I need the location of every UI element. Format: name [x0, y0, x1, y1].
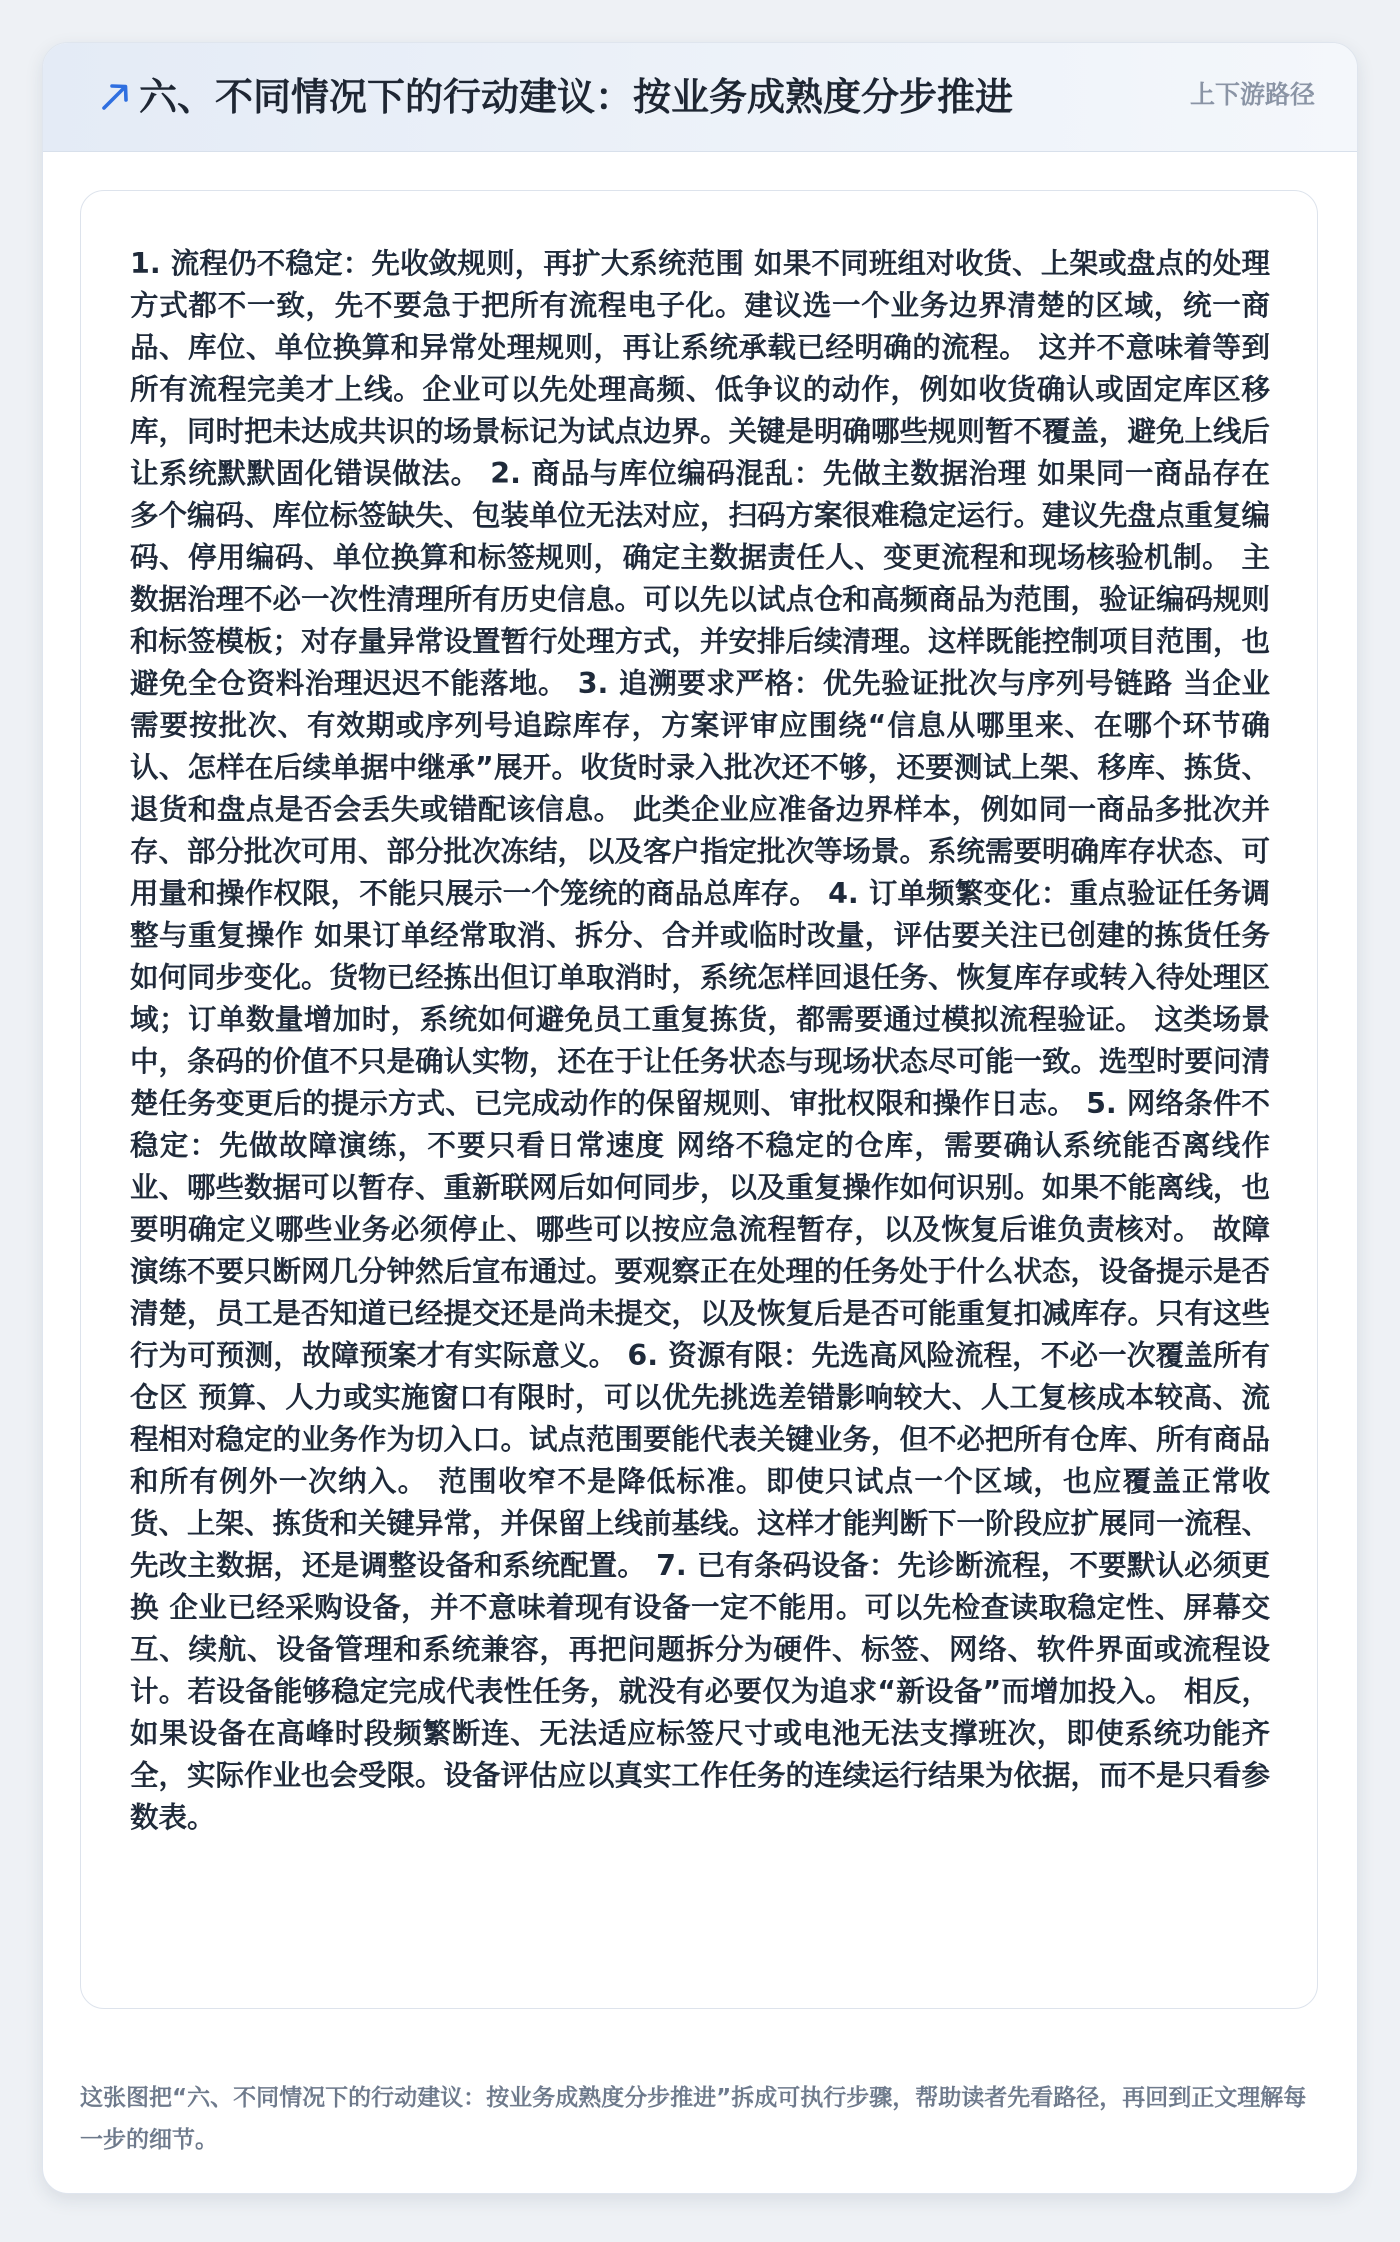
- figure-caption: 这张图把“六、不同情况下的行动建议：按业务成熟度分步推进”拆成可执行步骤，帮助读者先看路径，再回到正文理解每一步的细节。: [80, 2085, 1307, 2153]
- content-panel: [80, 190, 1318, 2009]
- card-header: [43, 43, 1357, 152]
- article-card: [42, 42, 1358, 2194]
- header-tag: 上下游路径: [1189, 80, 1315, 109]
- page-title: 六、不同情况下的行动建议：按业务成熟度分步推进: [139, 75, 1014, 119]
- trend-arrow-icon: [87, 69, 143, 125]
- body-text: 1. 流程仍不稳定：先收敛规则，再扩大系统范围 如果不同班组对收货、上架或盘点的处理方式都不一致，先不要急于把所有流程电子化。建议选一个业务边界清楚的区域，统一商品、库位、单位换算和异常处理规则，再让系统承载已经明确的流程。 这并不意味着等到所有流程完美才上线。企业可以先处理高频、低争议的动作，例如收货确认或固定库区移库，同时把未达成共识的场景标记为试点边界。关键是明确哪些规则暂不覆盖，避免上线后让系统默默固化错误做法。 2. 商品与库位编码混乱：先做主数据治理 如果同一商品存在多个编码、库位标签缺失、包装单位无法对应，扫码方案很难稳定运行。建议先盘点重复编码、停用编码、单位换算和标签规则，确定主数据责任人、变更流程和现场核验机制。 主数据治理不必一次性清理所有历史信息。可以先以试点仓和高频商品为范围，验证编码规则和标签模板；对存量异常设置暂行处理方式，并安排后续清理。这样既能控制项目范围，也避免全仓资料治理迟迟不能落地。 3. 追溯要求严格：优先验证批次与序列号链路 当企业需要按批次、有效期或序列号追踪库存，方案评审应围绕“信息从哪里来、在哪个环节确认、怎样在后续单据中继承”展开。收货时录入批次还不够，还要测试上架、移库、拣货、退货和盘点是否会丢失或错配该信息。 此类企业应准备边界样本，例如同一商品多批次并存、部分批次可用、部分批次冻结，以及客户指定批次等场景。系统需要明确库存状态、可用量和操作权限，不能只展示一个笼统的商品总库存。 4. 订单频繁变化：重点验证任务调整与重复操作 如果订单经常取消、拆分、合并或临时改量，评估要关注已创建的拣货任务如何同步变化。货物已经拣出但订单取消时，系统怎样回退任务、恢复库存或转入待处理区域；订单数量增加时，系统如何避免员工重复拣货，都需要通过模拟流程验证。 这类场景中，条码的价值不只是确认实物，还在于让任务状态与现场状态尽可能一致。选型时要问清楚任务变更后的提示方式、已完成动作的保留规则、审批权限和操作日志。 5. 网络条件不稳定：先做故障演练，不要只看日常速度 网络不稳定的仓库，需要确认系统能否离线作业、哪些数据可以暂存、重新联网后如何同步，以及重复操作如何识别。如果不能离线，也要明确定义哪些业务必须停止、哪些可以按应急流程暂存，以及恢复后谁负责核对。 故障演练不要只断网几分钟然后宣布通过。要观察正在处理的任务处于什么状态，设备提示是否清楚，员工是否知道已经提交还是尚未提交，以及恢复后是否可能重复扣减库存。只有这些行为可预测，故障预案才有实际意义。 6. 资源有限：先选高风险流程，不必一次覆盖所有仓区 预算、人力或实施窗口有限时，可以优先挑选差错影响较大、人工复核成本较高、流程相对稳定的业务作为切入口。试点范围要能代表关键业务，但不必把所有仓库、所有商品和所有例外一次纳入。 范围收窄不是降低标准。即使只试点一个区域，也应覆盖正常收货、上架、拣货和关键异常，并保留上线前基线。这样才能判断下一阶段应扩展同一流程、先改主数据，还是调整设备和系统配置。 7. 已有条码设备：先诊断流程，不要默认必须更换 企业已经采购设备，并不意味着现有设备一定不能用。可以先检查读取稳定性、屏幕交互、续航、设备管理和系统兼容，再把问题拆分为硬件、标签、网络、软件界面或流程设计。若设备能够稳定完成代表性任务，就没有必要仅为追求“新设备”而增加投入。 相反，如果设备在高峰时段频繁断连、无法适应标签尺寸或电池无法支撑班次，即使系统功能齐全，实际作业也会受限。设备评估应以真实工作任务的连续运行结果为依据，而不是只看参数表。: [130, 247, 1271, 1834]
